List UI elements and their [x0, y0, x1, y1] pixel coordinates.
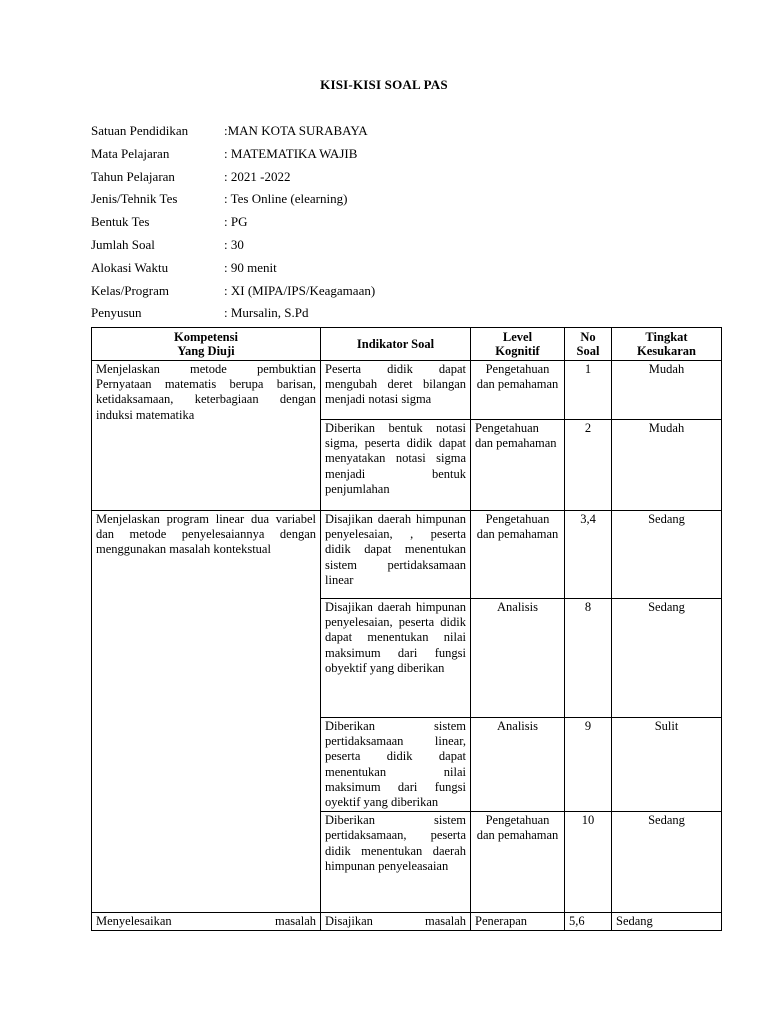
- meta-value: : Tes Online (elearning): [224, 191, 348, 207]
- kompetensi-cell: Menjelaskan metode pembuktian Pernyataan matematis berupa barisan, ketidaksamaan, keterbagiaan dengan induksi matematika: [92, 361, 321, 511]
- header-tingkat: Tingkat Kesukaran: [612, 328, 722, 361]
- level-cell: Pengetahuan dan pemahaman: [471, 361, 565, 420]
- meta-value: : 2021 -2022: [224, 168, 291, 184]
- no-soal-cell: 3,4: [565, 511, 612, 599]
- meta-label: Bentuk Tes: [91, 214, 150, 230]
- meta-value: : 90 menit: [224, 259, 277, 275]
- no-soal-cell: 9: [565, 718, 612, 812]
- tingkat-cell: Mudah: [612, 361, 722, 420]
- meta-value: : Mursalin, S.Pd: [224, 305, 309, 321]
- meta-value: : XI (MIPA/IPS/Keagamaan): [224, 282, 376, 298]
- tingkat-cell: Sedang: [612, 913, 722, 931]
- header-indikator: Indikator Soal: [321, 328, 471, 361]
- header-no-soal: No Soal: [565, 328, 612, 361]
- tingkat-cell: Sedang: [612, 511, 722, 599]
- no-soal-cell: 2: [565, 420, 612, 511]
- kompetensi-cell: Menyelesaikan masalah: [92, 913, 321, 931]
- tingkat-cell: Mudah: [612, 420, 722, 511]
- level-cell: Penerapan: [471, 913, 565, 931]
- table-row: [92, 511, 722, 599]
- indikator-cell: Disajikan masalah: [321, 913, 471, 931]
- kompetensi-cell: Menjelaskan program linear dua variabel dan metode penyelesaiannya dengan menggunakan masalah kontekstual: [92, 511, 321, 913]
- level-cell: Analisis: [471, 599, 565, 718]
- tingkat-cell: Sedang: [612, 812, 722, 913]
- table-row: [92, 913, 722, 931]
- indikator-cell: Disajikan daerah himpunan penyelesaian, , peserta didik dapat menentukan sistem pertidaksamaan linear: [321, 511, 471, 599]
- level-cell: Pengetahuan dan pemahaman: [471, 812, 565, 913]
- meta-label: Mata Pelajaran: [91, 145, 170, 161]
- header-level: Level Kognitif: [471, 328, 565, 361]
- no-soal-cell: 8: [565, 599, 612, 718]
- meta-label: Jumlah Soal: [91, 236, 155, 252]
- tingkat-cell: Sedang: [612, 599, 722, 718]
- level-cell: Analisis: [471, 718, 565, 812]
- indikator-cell: Peserta didik dapat mengubah deret bilangan menjadi notasi sigma: [321, 361, 471, 420]
- meta-label: Jenis/Tehnik Tes: [91, 191, 178, 207]
- level-cell: Pengetahuan dan pemahaman: [471, 420, 565, 511]
- meta-value: : 30: [224, 236, 244, 252]
- tingkat-cell: Sulit: [612, 718, 722, 812]
- page-title: KISI-KISI SOAL PAS: [320, 77, 448, 92]
- meta-label: Tahun Pelajaran: [91, 168, 175, 184]
- indikator-cell: Disajikan daerah himpunan penyelesaian, peserta didik dapat menentukan nilai maksimum dari fungsi obyektif yang diberikan: [321, 599, 471, 718]
- header-kompetensi: Kompetensi Yang Diuji: [92, 328, 321, 361]
- table-header-row: [92, 328, 722, 361]
- indikator-cell: Diberikan bentuk notasi sigma, peserta didik dapat menyatakan notasi sigma menjadi bentuk penjumlahan: [321, 420, 471, 511]
- meta-value: : PG: [224, 214, 248, 230]
- no-soal-cell: 10: [565, 812, 612, 913]
- meta-value: : MATEMATIKA WAJIB: [224, 145, 358, 161]
- level-cell: Pengetahuan dan pemahaman: [471, 511, 565, 599]
- no-soal-cell: 5,6: [565, 913, 612, 931]
- meta-label: Kelas/Program: [91, 282, 169, 298]
- table-row: [92, 361, 722, 420]
- meta-label: Alokasi Waktu: [91, 259, 169, 275]
- no-soal-cell: 1: [565, 361, 612, 420]
- indikator-cell: Diberikan sistem pertidaksamaan linear, peserta didik dapat menentukan nilai maksimum dari fungsi oyektif yang diberikan: [321, 718, 471, 812]
- meta-label: Penyusun: [91, 305, 142, 321]
- meta-value: :MAN KOTA SURABAYA: [224, 123, 368, 138]
- kisi-kisi-table: [91, 327, 722, 931]
- indikator-cell: Diberikan sistem pertidaksamaan, peserta didik menentukan daerah himpunan penyeleasaian: [321, 812, 471, 913]
- meta-label: Satuan Pendidikan: [91, 123, 189, 138]
